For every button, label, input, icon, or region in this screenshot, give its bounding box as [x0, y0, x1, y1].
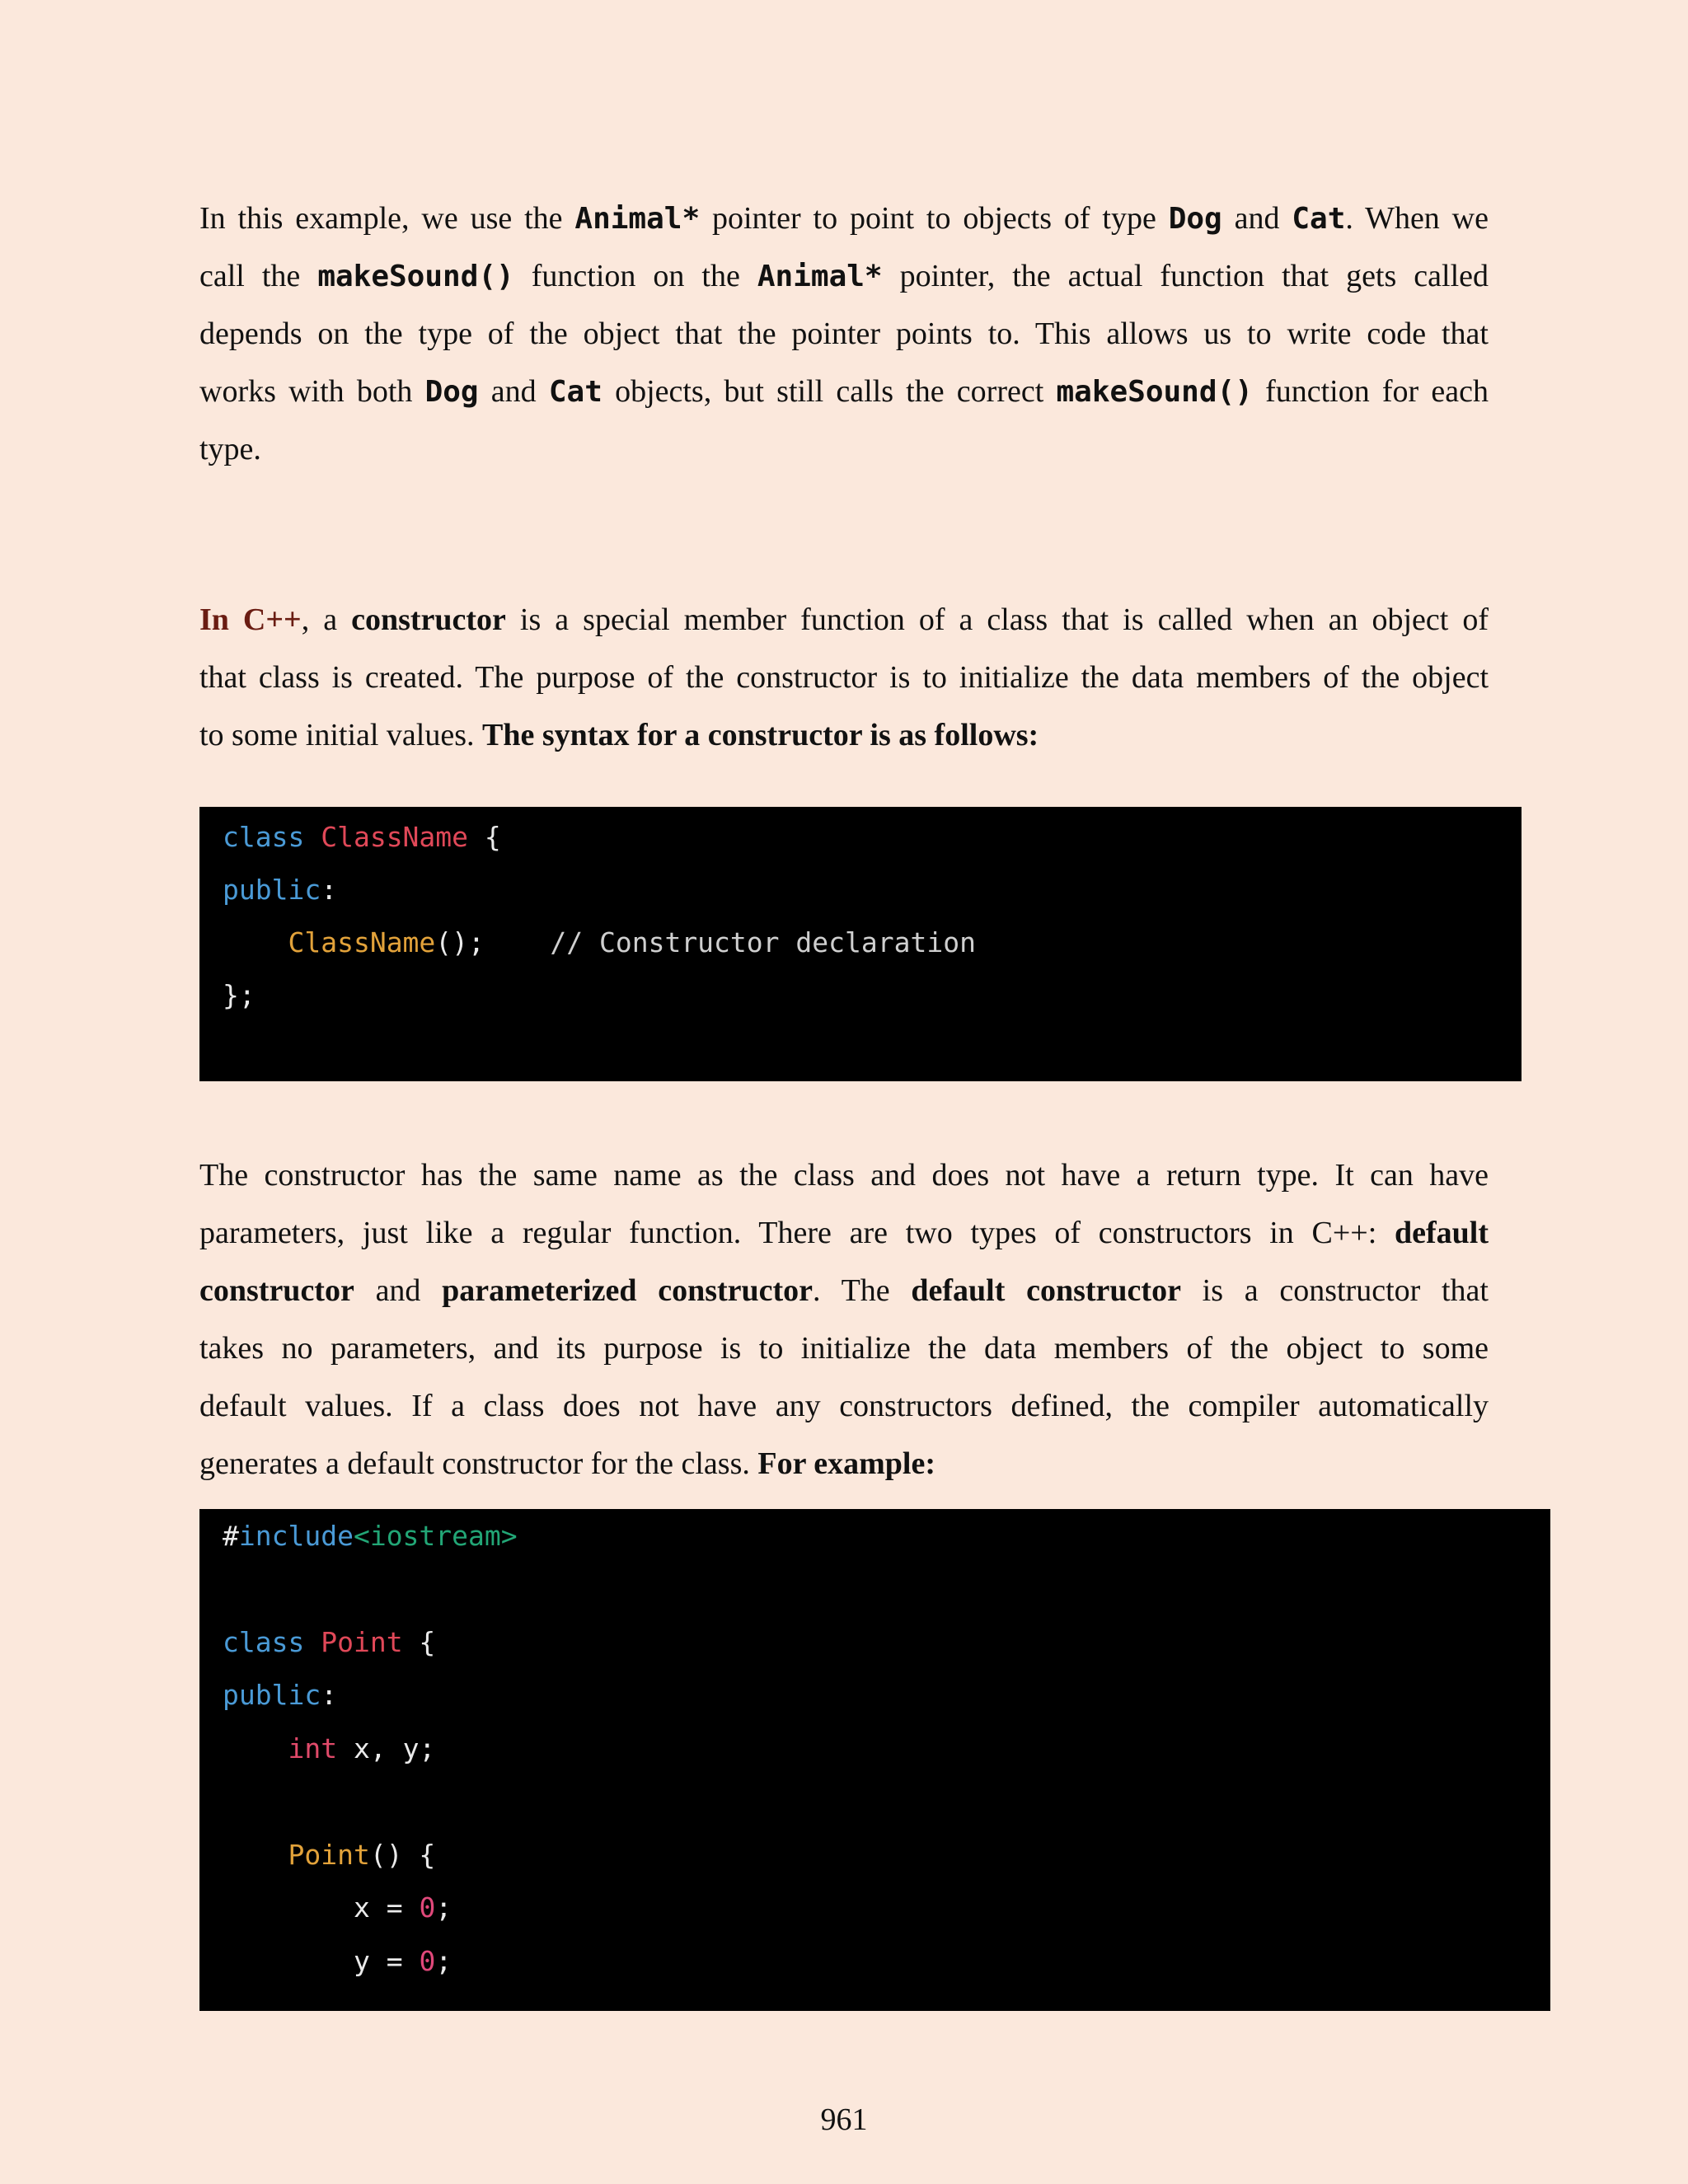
code-line: class ClassName { — [223, 821, 501, 853]
inline-code: Cat — [1292, 202, 1346, 236]
text-line: takes no parameters, and its purpose is to initialize the data members of the object to some — [199, 1331, 1489, 1366]
text-line: In C++, a constructor is a special member function of a class that is called when an object of — [199, 602, 1489, 637]
text-line: generates a default constructor for the class. For example: — [199, 1446, 936, 1481]
code-block-point-example — [199, 1509, 1550, 2011]
text-line: works with both Dog and Cat objects, but still calls the correct makeSound() function for each — [199, 374, 1489, 409]
code-line: }; — [223, 979, 256, 1011]
inline-code: Animal* — [757, 260, 883, 293]
text-line: parameters, just like a regular function. There are two types of constructors in C++: default — [199, 1216, 1489, 1250]
inline-code: makeSound() — [1056, 375, 1253, 409]
code-line: y = 0; — [353, 1945, 452, 1977]
code-line: x = 0; — [353, 1891, 452, 1924]
code-line: class Point { — [223, 1626, 436, 1658]
text-line: depends on the type of the object that the pointer points to. This allows us to write code that — [199, 316, 1489, 351]
inline-code: makeSound() — [317, 260, 514, 293]
text-line: call the makeSound() function on the Animal* pointer, the actual function that gets called — [199, 259, 1489, 293]
code-line: Point() { — [288, 1839, 436, 1871]
paragraph-constructor-intro — [199, 591, 1489, 764]
paragraph-polymorphism — [199, 190, 1489, 478]
text-line: constructor and parameterized constructor. The default constructor is a constructor that — [199, 1273, 1489, 1308]
text-line: that class is created. The purpose of the constructor is to initialize the data members of the object — [199, 660, 1489, 695]
inline-code: Animal* — [574, 202, 701, 236]
code-line: public: — [223, 874, 338, 906]
code-line: #include<iostream> — [223, 1520, 518, 1552]
inline-code: Dog — [1168, 202, 1222, 236]
code-line: ClassName(); // Constructor declaration — [288, 926, 976, 958]
text-line: type. — [199, 432, 261, 466]
code-line: public: — [223, 1679, 338, 1711]
page-number: 961 — [820, 2102, 868, 2137]
code-block-constructor-syntax — [199, 807, 1522, 1081]
inline-code: Dog — [424, 375, 479, 409]
text-line: to some initial values. The syntax for a constructor is as follows: — [199, 718, 1039, 752]
inline-code: Cat — [548, 375, 603, 409]
text-line: The constructor has the same name as the class and does not have a return type. It can have — [199, 1158, 1489, 1193]
text-line: default values. If a class does not have any constructors defined, the compiler automatically — [199, 1389, 1489, 1423]
paragraph-constructor-types — [199, 1146, 1489, 1493]
code-comment: // Constructor declaration — [550, 926, 976, 958]
lead-heading: In C++ — [199, 602, 302, 637]
text-line: In this example, we use the Animal* pointer to point to objects of type Dog and Cat. When we — [199, 201, 1489, 236]
code-line: int x, y; — [288, 1732, 436, 1765]
